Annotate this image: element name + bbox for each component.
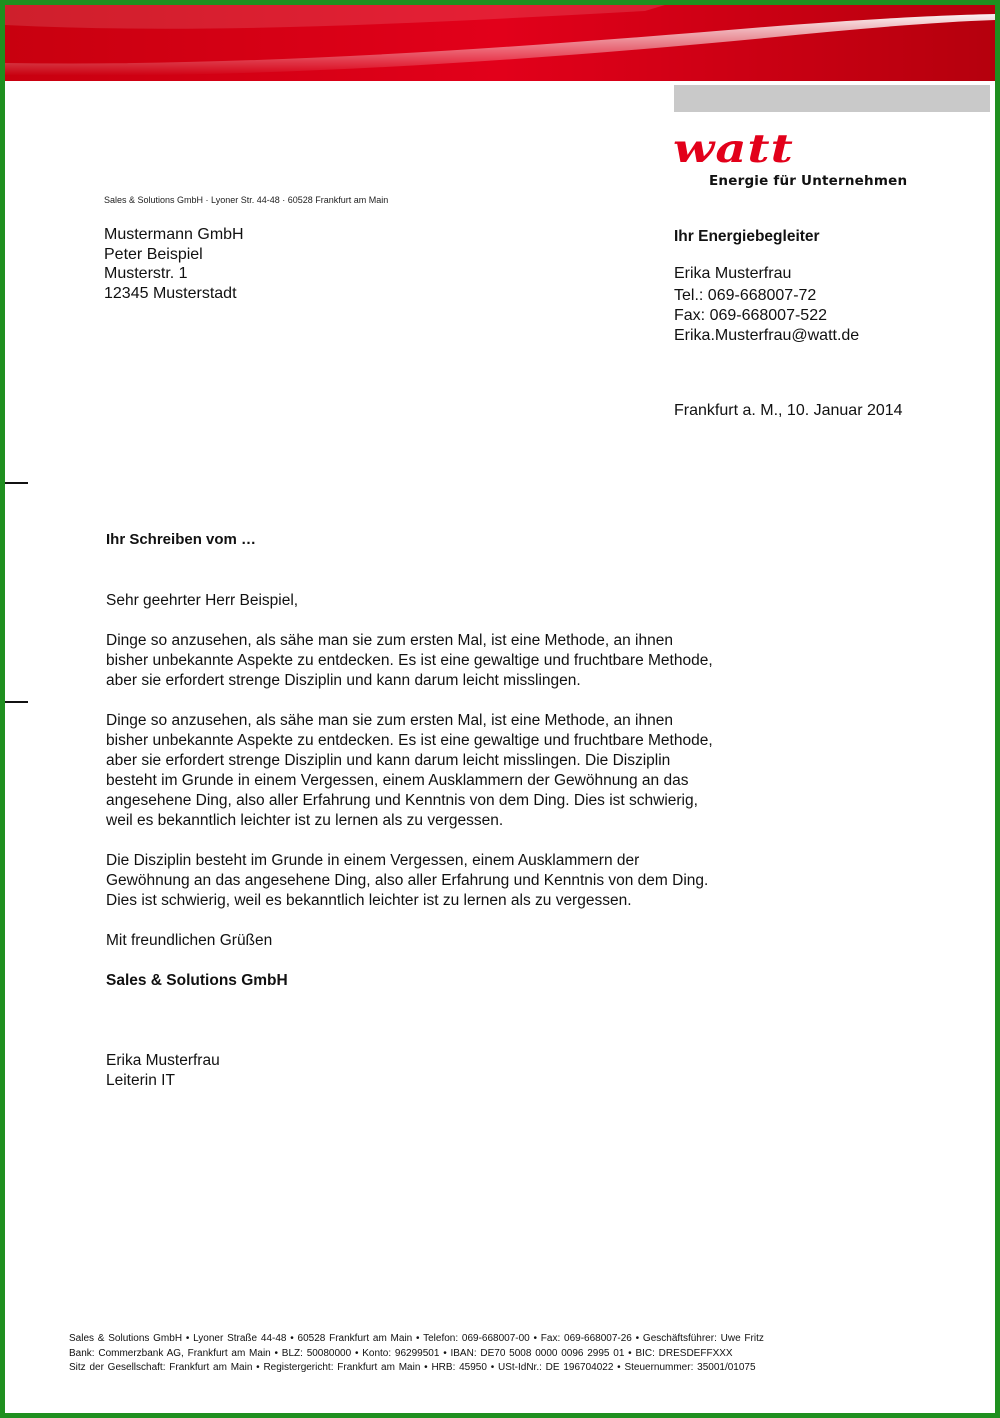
- red-swoosh-banner: [5, 5, 995, 81]
- body-paragraph-1: [106, 631, 746, 691]
- contact-email: Erika.Musterfrau@watt.de: [674, 327, 860, 344]
- contact-name: Erika Musterfrau: [674, 265, 792, 282]
- recipient-city: 12345 Musterstadt: [104, 284, 237, 302]
- logo-tagline: Energie für Unternehmen: [709, 173, 908, 189]
- sender-return-address: Sales & Solutions GmbH · Lyoner Str. 44-48 · 60528 Frankfurt am Main: [104, 195, 389, 205]
- signer-role: Leiterin IT: [106, 1072, 175, 1089]
- letter-footer: [69, 1332, 764, 1376]
- paragraph-line: angesehene Ding, also aller Erfahrung und Kenntnis von dem Ding. Dies ist schwierig,: [106, 792, 698, 809]
- footer-line-bank: Bank: Commerzbank AG, Frankfurt am Main • BLZ: 50080000 • Konto: 96299501 • IBAN: DE70 5008 0000 0096 2995 01 • BIC: DRESDEFFXXX: [69, 1347, 733, 1359]
- signer-block: [106, 1051, 746, 1091]
- letter-date: Frankfurt a. M., 10. Januar 2014: [674, 402, 903, 419]
- recipient-company: Mustermann GmbH: [104, 226, 244, 243]
- letter-subject: Ihr Schreiben vom …: [106, 531, 257, 548]
- paragraph-line: Dinge so anzusehen, als sähe man sie zum ersten Mal, ist eine Methode, an ihnen: [106, 712, 673, 729]
- salutation: Sehr geehrter Herr Beispiel,: [106, 592, 299, 609]
- footer-line-company: Sales & Solutions GmbH • Lyoner Straße 44-48 • 60528 Frankfurt am Main • Telefon: 069-668007-00 • Fax: 069-668007-26 • Geschäftsführer: Uwe Fritz: [69, 1333, 764, 1344]
- contact-phone: Tel.: 069-668007-72: [674, 287, 817, 304]
- footer-line-registry: Sitz der Gesellschaft: Frankfurt am Main • Registergericht: Frankfurt am Main • HRB: 45950 • USt-IdNr.: DE 196704022 • Steuernummer: 35001/01075: [69, 1362, 756, 1373]
- recipient-address: [104, 225, 244, 303]
- paragraph-line: aber sie erfordert strenge Disziplin und kann darum leicht misslingen. Die Disziplin: [106, 752, 671, 769]
- contact-block: [674, 264, 859, 346]
- watt-logo: [673, 125, 913, 189]
- logo-wordmark: watt: [673, 125, 794, 172]
- body-paragraph-2: [106, 711, 746, 831]
- letter-body: [106, 591, 746, 1091]
- paragraph-line: weil es bekanntlich leichter ist zu lernen als zu vergessen.: [106, 812, 504, 829]
- contact-heading: Ihr Energiebegleiter: [674, 228, 820, 245]
- paragraph-line: Gewöhnung an das angesehene Ding, also aller Erfahrung und Kenntnis von dem Ding.: [106, 872, 709, 889]
- paragraph-line: bisher unbekannte Aspekte zu entdecken. Es ist eine gewaltige und fruchtbare Methode,: [106, 652, 713, 669]
- paragraph-line: Die Disziplin besteht im Grunde in einem Vergessen, einem Ausklammern der: [106, 852, 640, 869]
- company-signature: Sales & Solutions GmbH: [106, 972, 288, 989]
- body-paragraph-3: [106, 851, 746, 911]
- fold-mark-middle: [5, 701, 28, 703]
- grey-header-bar: [674, 85, 990, 112]
- paragraph-line: Dies ist schwierig, weil es bekanntlich leichter ist zu lernen als zu vergessen.: [106, 892, 632, 909]
- recipient-street: Musterstr. 1: [104, 265, 188, 282]
- paragraph-line: besteht im Grunde in einem Vergessen, einem Ausklammern der Gewöhnung an das: [106, 772, 689, 789]
- fold-mark-top: [5, 482, 28, 484]
- paragraph-line: Dinge so anzusehen, als sähe man sie zum ersten Mal, ist eine Methode, an ihnen: [106, 632, 673, 649]
- paragraph-line: bisher unbekannte Aspekte zu entdecken. Es ist eine gewaltige und fruchtbare Methode,: [106, 732, 713, 749]
- closing-greeting: Mit freundlichen Grüßen: [106, 932, 273, 949]
- signer-name: Erika Musterfrau: [106, 1052, 220, 1069]
- contact-fax: Fax: 069-668007-522: [674, 307, 827, 324]
- recipient-person: Peter Beispiel: [104, 245, 203, 263]
- paragraph-line: aber sie erfordert strenge Disziplin und kann darum leicht misslingen.: [106, 672, 581, 689]
